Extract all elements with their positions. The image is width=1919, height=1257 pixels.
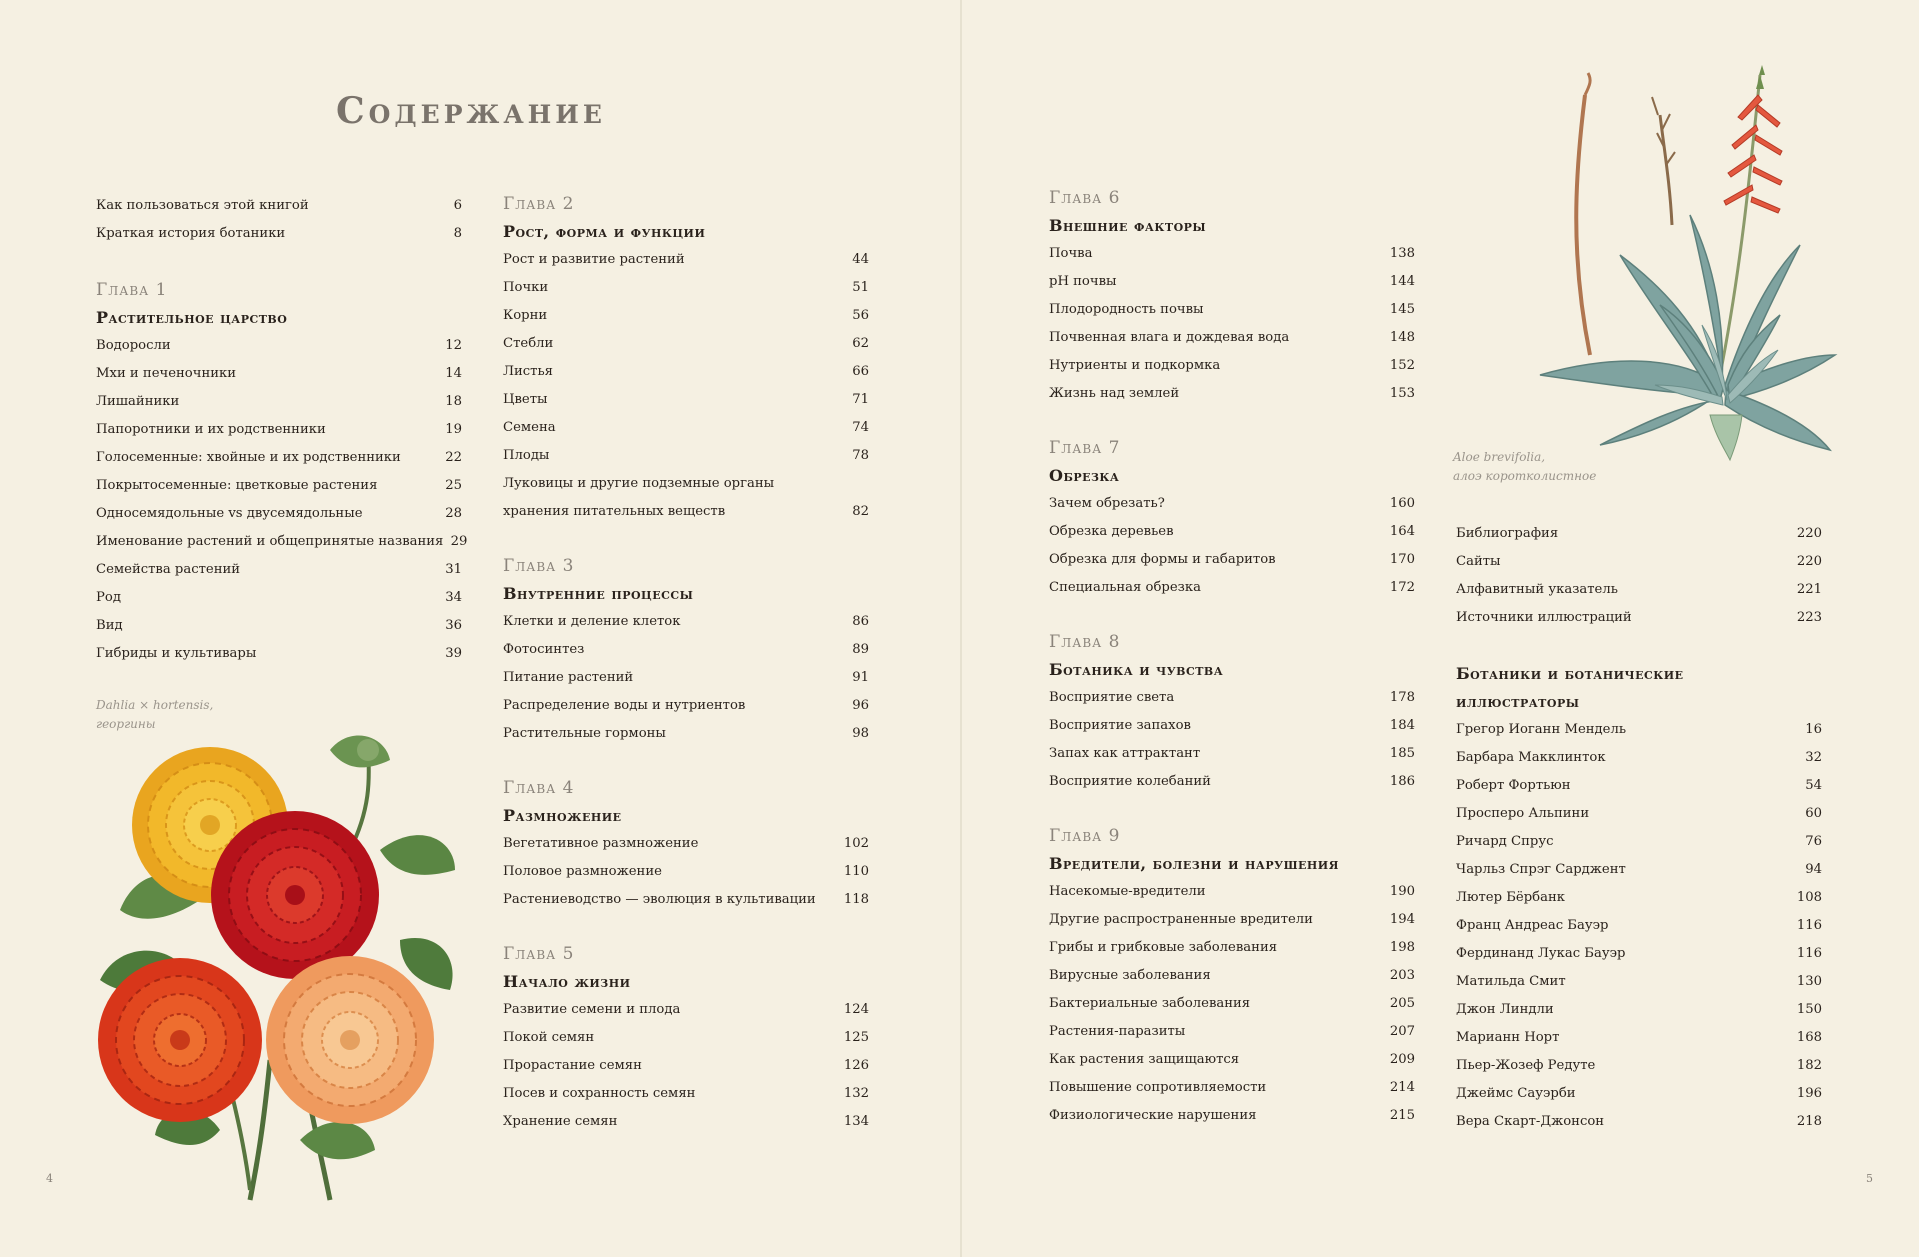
chapter-title[interactable]: Размножение	[503, 806, 622, 825]
toc-entry[interactable]: Ричард Спрус 76	[1456, 834, 1822, 849]
caption-common: георгины	[96, 717, 156, 731]
toc-entry[interactable]: Половое размножение 110	[503, 864, 869, 879]
toc-entry[interactable]: Растительные гормоны 98	[503, 726, 869, 741]
page-gutter	[960, 0, 962, 1257]
caption-common: алоэ коротколистное	[1453, 469, 1597, 483]
chapter-title[interactable]: Растительное царство	[96, 308, 288, 327]
toc-entry[interactable]: Растения-паразиты 207	[1049, 1024, 1415, 1039]
chapter-9	[1049, 822, 1415, 1130]
chapter-title[interactable]: Внутренние процессы	[503, 584, 694, 603]
toc-entry[interactable]: Восприятие колебаний 186	[1049, 774, 1415, 789]
toc-entry[interactable]: Вегетативное размножение 102	[503, 836, 869, 851]
toc-entry[interactable]: Роберт Фортьюн 54	[1456, 778, 1822, 793]
toc-entry[interactable]: Семена 74	[503, 420, 869, 435]
page-title: Содержание	[336, 90, 606, 132]
toc-entry[interactable]: Бактериальные заболевания 205	[1049, 996, 1415, 1011]
toc-entry[interactable]: Клетки и деление клеток 86	[503, 614, 869, 629]
toc-entry[interactable]: Гибриды и культивары 39	[96, 646, 462, 661]
intro-list	[96, 192, 462, 248]
toc-entry[interactable]: Специальная обрезка 172	[1049, 580, 1415, 595]
chapter-5	[503, 940, 869, 1136]
chapter-title[interactable]: Ботаника и чувства	[1049, 660, 1224, 679]
toc-entry[interactable]: Жизнь над землей 153	[1049, 386, 1415, 401]
toc-entry[interactable]: Односемядольные vs двусемядольные 28	[96, 506, 462, 521]
toc-entry[interactable]: Почвенная влага и дождевая вода 148	[1049, 330, 1415, 345]
toc-column-2	[503, 190, 869, 1136]
toc-entry[interactable]: Папоротники и их родственники 19	[96, 422, 462, 437]
toc-entry[interactable]: Рост и развитие растений 44	[503, 252, 869, 267]
toc-entry[interactable]: Повышение сопротивляемости 214	[1049, 1080, 1415, 1095]
chapter-title[interactable]: Вредители, болезни и нарушения	[1049, 854, 1339, 873]
toc-entry[interactable]: Плодородность почвы 145	[1049, 302, 1415, 317]
section-title[interactable]: Ботаники и ботанические иллюстраторы	[1456, 664, 1684, 711]
toc-entry[interactable]: Стебли 62	[503, 336, 869, 351]
toc-entry[interactable]: Именование растений и общепринятые названия 29	[96, 534, 468, 549]
toc-entry[interactable]: Луковицы и другие подземные органы хранения питательных веществ 82	[503, 476, 869, 519]
toc-entry[interactable]: Плоды 78	[503, 448, 869, 463]
toc-entry[interactable]: Марианн Норт 168	[1456, 1030, 1822, 1045]
toc-entry[interactable]: Краткая история ботаники 8	[96, 226, 462, 241]
toc-entry[interactable]: Грибы и грибковые заболевания 198	[1049, 940, 1415, 955]
botanists-section	[1456, 660, 1822, 1136]
chapter-number: Глава 2	[503, 194, 575, 214]
toc-entry[interactable]: Просперо Альпини 60	[1456, 806, 1822, 821]
chapter-number: Глава 1	[96, 280, 168, 300]
toc-entry[interactable]: Растениеводство — эволюция в культивации 118	[503, 892, 869, 907]
toc-entry[interactable]: Семейства растений 31	[96, 562, 462, 577]
toc-entry[interactable]: Источники иллюстраций 223	[1456, 610, 1822, 625]
chapter-title[interactable]: Внешние факторы	[1049, 216, 1207, 235]
toc-entry[interactable]: Лютер Бёрбанк 108	[1456, 890, 1822, 905]
toc-entry[interactable]: Цветы 71	[503, 392, 869, 407]
toc-entry[interactable]: Пьер-Жозеф Редуте 182	[1456, 1058, 1822, 1073]
toc-entry[interactable]: Нутриенты и подкормка 152	[1049, 358, 1415, 373]
toc-entry[interactable]: Джеймс Сауэрби 196	[1456, 1086, 1822, 1101]
chapter-title[interactable]: Начало жизни	[503, 972, 631, 991]
toc-column-1	[96, 192, 468, 668]
toc-entry[interactable]: Зачем обрезать? 160	[1049, 496, 1415, 511]
aloe-plant-illustration	[1530, 55, 1840, 475]
toc-entry[interactable]: Как растения защищаются 209	[1049, 1052, 1415, 1067]
chapter-8	[1049, 628, 1415, 796]
toc-entry[interactable]: Грегор Иоганн Мендель 16	[1456, 722, 1822, 737]
toc-entry[interactable]: Фердинанд Лукас Бауэр 116	[1456, 946, 1822, 961]
toc-entry[interactable]: Покой семян 125	[503, 1030, 869, 1045]
toc-entry[interactable]: Посев и сохранность семян 132	[503, 1086, 869, 1101]
toc-entry[interactable]: Прорастание семян 126	[503, 1058, 869, 1073]
toc-column-3	[1049, 184, 1415, 1130]
page-number-right: 5	[1866, 1172, 1873, 1185]
toc-entry[interactable]: Вирусные заболевания 203	[1049, 968, 1415, 983]
toc-entry[interactable]: Лишайники 18	[96, 394, 462, 409]
chapter-6	[1049, 184, 1415, 408]
toc-entry[interactable]: Покрытосеменные: цветковые растения 25	[96, 478, 462, 493]
toc-entry[interactable]: Обрезка деревьев 164	[1049, 524, 1415, 539]
chapter-3	[503, 552, 869, 748]
chapter-number: Глава 3	[503, 556, 575, 576]
toc-entry[interactable]: Развитие семени и плода 124	[503, 1002, 869, 1017]
toc-entry[interactable]: Матильда Смит 130	[1456, 974, 1822, 989]
chapter-number: Глава 9	[1049, 826, 1121, 846]
chapter-7	[1049, 434, 1415, 602]
chapter-number: Глава 5	[503, 944, 575, 964]
toc-entry[interactable]: Джон Линдли 150	[1456, 1002, 1822, 1017]
caption-latin: Aloe brevifolia,	[1453, 450, 1546, 464]
chapter-number: Глава 6	[1049, 188, 1121, 208]
chapter-4	[503, 774, 869, 914]
toc-entry[interactable]: Фотосинтез 89	[503, 642, 869, 657]
toc-entry[interactable]: Физиологические нарушения 215	[1049, 1108, 1415, 1123]
toc-entry[interactable]: Почки 51	[503, 280, 869, 295]
chapter-number: Глава 8	[1049, 632, 1121, 652]
dahlia-bouquet-illustration	[100, 730, 460, 1210]
caption-latin: Dahlia × hortensis,	[96, 698, 214, 712]
chapter-number: Глава 7	[1049, 438, 1121, 458]
chapter-1	[96, 276, 468, 668]
toc-entry[interactable]: Другие распространенные вредители 194	[1049, 912, 1415, 927]
page-number-left: 4	[46, 1172, 53, 1185]
toc-entry[interactable]: Восприятие света 178	[1049, 690, 1415, 705]
toc-entry[interactable]: Корни 56	[503, 308, 869, 323]
toc-entry[interactable]: Обрезка для формы и габаритов 170	[1049, 552, 1415, 567]
toc-entry[interactable]: Вид 36	[96, 618, 462, 633]
toc-entry[interactable]: Восприятие запахов 184	[1049, 718, 1415, 733]
toc-entry[interactable]: Как пользоваться этой книгой 6	[96, 198, 462, 213]
toc-entry[interactable]: pH почвы 144	[1049, 274, 1415, 289]
toc-entry[interactable]: Листья 66	[503, 364, 869, 379]
toc-entry[interactable]: Франц Андреас Бауэр 116	[1456, 918, 1822, 933]
toc-entry[interactable]: Хранение семян 134	[503, 1114, 869, 1129]
chapter-title[interactable]: Обрезка	[1049, 466, 1120, 485]
toc-entry[interactable]: Сайты 220	[1456, 554, 1822, 569]
toc-entry[interactable]: Чарльз Спрэг Сарджент 94	[1456, 862, 1822, 877]
toc-entry[interactable]: Барбара Макклинток 32	[1456, 750, 1822, 765]
toc-entry[interactable]: Алфавитный указатель 221	[1456, 582, 1822, 597]
toc-entry[interactable]: Почва 138	[1049, 246, 1415, 261]
toc-column-4	[1456, 520, 1822, 1136]
back-matter-list	[1456, 520, 1822, 632]
toc-entry[interactable]: Библиография 220	[1456, 526, 1822, 541]
dahlia-caption	[96, 696, 213, 734]
toc-entry[interactable]: Водоросли 12	[96, 338, 462, 353]
chapter-2	[503, 190, 869, 526]
toc-entry[interactable]: Вера Скарт-Джонсон 218	[1456, 1114, 1822, 1129]
toc-entry[interactable]: Голосеменные: хвойные и их родственники 22	[96, 450, 462, 465]
toc-entry[interactable]: Распределение воды и нутриентов 96	[503, 698, 869, 713]
chapter-title[interactable]: Рост, форма и функции	[503, 222, 706, 241]
chapter-number: Глава 4	[503, 778, 575, 798]
toc-entry[interactable]: Запах как аттрактант 185	[1049, 746, 1415, 761]
toc-entry[interactable]: Мхи и печеночники 14	[96, 366, 462, 381]
toc-entry[interactable]: Насекомые-вредители 190	[1049, 884, 1415, 899]
toc-entry[interactable]: Питание растений 91	[503, 670, 869, 685]
toc-entry[interactable]: Род 34	[96, 590, 462, 605]
